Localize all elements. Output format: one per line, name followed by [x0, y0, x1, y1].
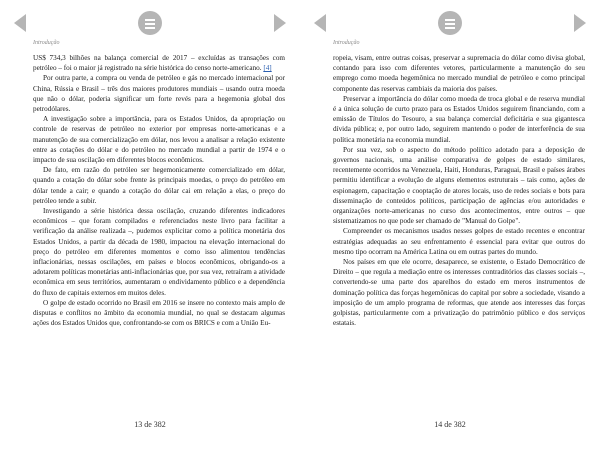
- page-text: [33, 53, 285, 378]
- footnote-link[interactable]: [4]: [263, 64, 272, 73]
- previous-page-button[interactable]: [6, 10, 34, 36]
- paragraph: De fato, em razão do petróleo ser hegemonicamente comercializado em dólar, quando a cotação do dólar sobe frente às principais moedas, o preço do petróleo em dólar tende a cair; e quando a cotação do dólar cai em relação a elas, o preço do petróleo tende a subir.: [33, 166, 285, 205]
- right-nav-bar: [300, 10, 600, 36]
- paragraph: O golpe de estado ocorrido no Brasil em 2016 se insere no contexto mais amplo de disputas e conflitos no âmbito da economia mundial, no qual se destacam algumas ações dos Estados Unidos que, confrontando-se com os BRICS e com a União Eu-: [33, 298, 285, 328]
- page-text: [333, 53, 585, 378]
- running-head: Introdução: [333, 40, 360, 46]
- paragraph: Por outra parte, a compra ou venda de petróleo e gás no mercado internacional por China, Rússia e Brasil – três dos maiores produtores mundiais – usando outra moeda que não o dólar, poderia significar um forte revés para a hegemonia global dos petrodólares.: [33, 74, 285, 114]
- paragraph: Compreender os mecanismos usados nesses golpes de estado recentes e encontrar estratégias adequadas ao seu enfrentamento é essencial para evitar que outros do mesmo tipo ocorram na América Latina ou em outras partes do mundo.: [333, 227, 585, 256]
- paragraph: A investigação sobre a importância, para os Estados Unidos, da apropriação ou controle de reservas de petróleo no exterior por empresas norte-americanas e a manutenção de sua comercialização em dólar, nos levou a analisar a relação existente entre as cotações do dólar e do petróleo no mercado mundial a partir de 1974 e o impacto de sua oscilação em diferentes blocos econômicos.: [33, 115, 285, 165]
- paragraph: ropeia, visam, entre outras coisas, preservar a supremacia do dólar como divisa global, contando para isso com diferentes vetores, particularmente a manutenção do seu emprego como moeda hegemônica no mercado mundial de petróleo e como principal componente das reservas cambiais da maioria dos países.: [333, 54, 585, 93]
- list-menu-icon: [138, 11, 162, 35]
- paragraph: [33, 53, 285, 73]
- paragraph: Por sua vez, sob o aspecto do método político adotado para a deposição de governos nacionais, uma análise comparativa de golpes de estado similares, recentemente ocorridos na Venezuela, Haiti, Honduras, Paraguai, Brasil e países árabes permitiu identificar a evolução de alguns elementos estruturais – tais como, ações de espionagem, capacitação e cooptação de atores locais, uso de redes sociais e bots para disseminação de conteúdos políticos, participação de agências e/ou autoridades e organizações norte-americanas no curso dos acontecimentos, entre outros – que sistematizamos no que pode ser chamado de "Manual do Golpe".: [333, 145, 585, 226]
- page-number: 14 de 382: [434, 420, 466, 429]
- right-page: [300, 0, 600, 450]
- left-nav-bar: [0, 10, 300, 36]
- list-menu-icon: [438, 11, 462, 35]
- paragraph: Preservar a importância do dólar como moeda de troca global e de reserva mundial é a única solução de curto prazo para os Estados Unidos seguirem financiando, com a emissão de Títulos do Tesouro, a sua balança comercial deficitária e sua gigantesca dívida pública; e, por outro lado, seguirem mantendo o poder de interferência de sua política monetária na economia mundial.: [333, 94, 585, 144]
- triangle-right-icon: [274, 14, 286, 32]
- running-head: Introdução: [33, 40, 60, 46]
- page-number: 13 de 382: [134, 420, 166, 429]
- table-of-contents-button[interactable]: [436, 10, 464, 36]
- next-page-button[interactable]: [266, 10, 294, 36]
- paragraph: Investigando a série histórica dessa oscilação, cruzando diferentes indicadores econômicos – que foram compilados e referenciados neste livro para facilitar a verificação da análise realizada –, pudemos explicitar como a política monetária dos Estados Unidos, a partir da década de 1980, impactou na elevação internacional do preço do petróleo em diferentes momentos e como isso alimentou tendências inflacionárias, nessas oscilações, em países e blocos econômicos, obrigando-os a adotarem políticas monetárias anti-inflacionárias que, por sua vez, retraíram a atividade econômica em seus territórios, aumentaram o endividamento público e a dependência do fluxo de capitais externos em muitos deles.: [33, 207, 285, 297]
- table-of-contents-button[interactable]: [136, 10, 164, 36]
- previous-page-button[interactable]: [306, 10, 334, 36]
- paragraph: Nos países em que ele ocorre, desaparece, se existente, o Estado Democrático de Direito – que regula a mediação entre os interesses contraditórios das classes sociais –, convertendo-se uma parte dos aparelhos do estado em meros instrumentos de dominação política das forças hegemônicas do capital por sobre a sociedade, visando a imposição de um amplo programa de reformas, que atende aos interesses das forças golpistas, particularmente com a privatização do patrimônio público e dos serviços estatais.: [333, 258, 585, 328]
- next-page-button[interactable]: [566, 10, 594, 36]
- triangle-left-icon: [14, 14, 26, 32]
- triangle-left-icon: [314, 14, 326, 32]
- paragraph-text: US$ 734,3 bilhões na balança comercial de 2017 – excluídas as transações com petróleo – foi o maior já registrado na série histórica do censo norte-americano.: [33, 54, 285, 73]
- triangle-right-icon: [574, 14, 586, 32]
